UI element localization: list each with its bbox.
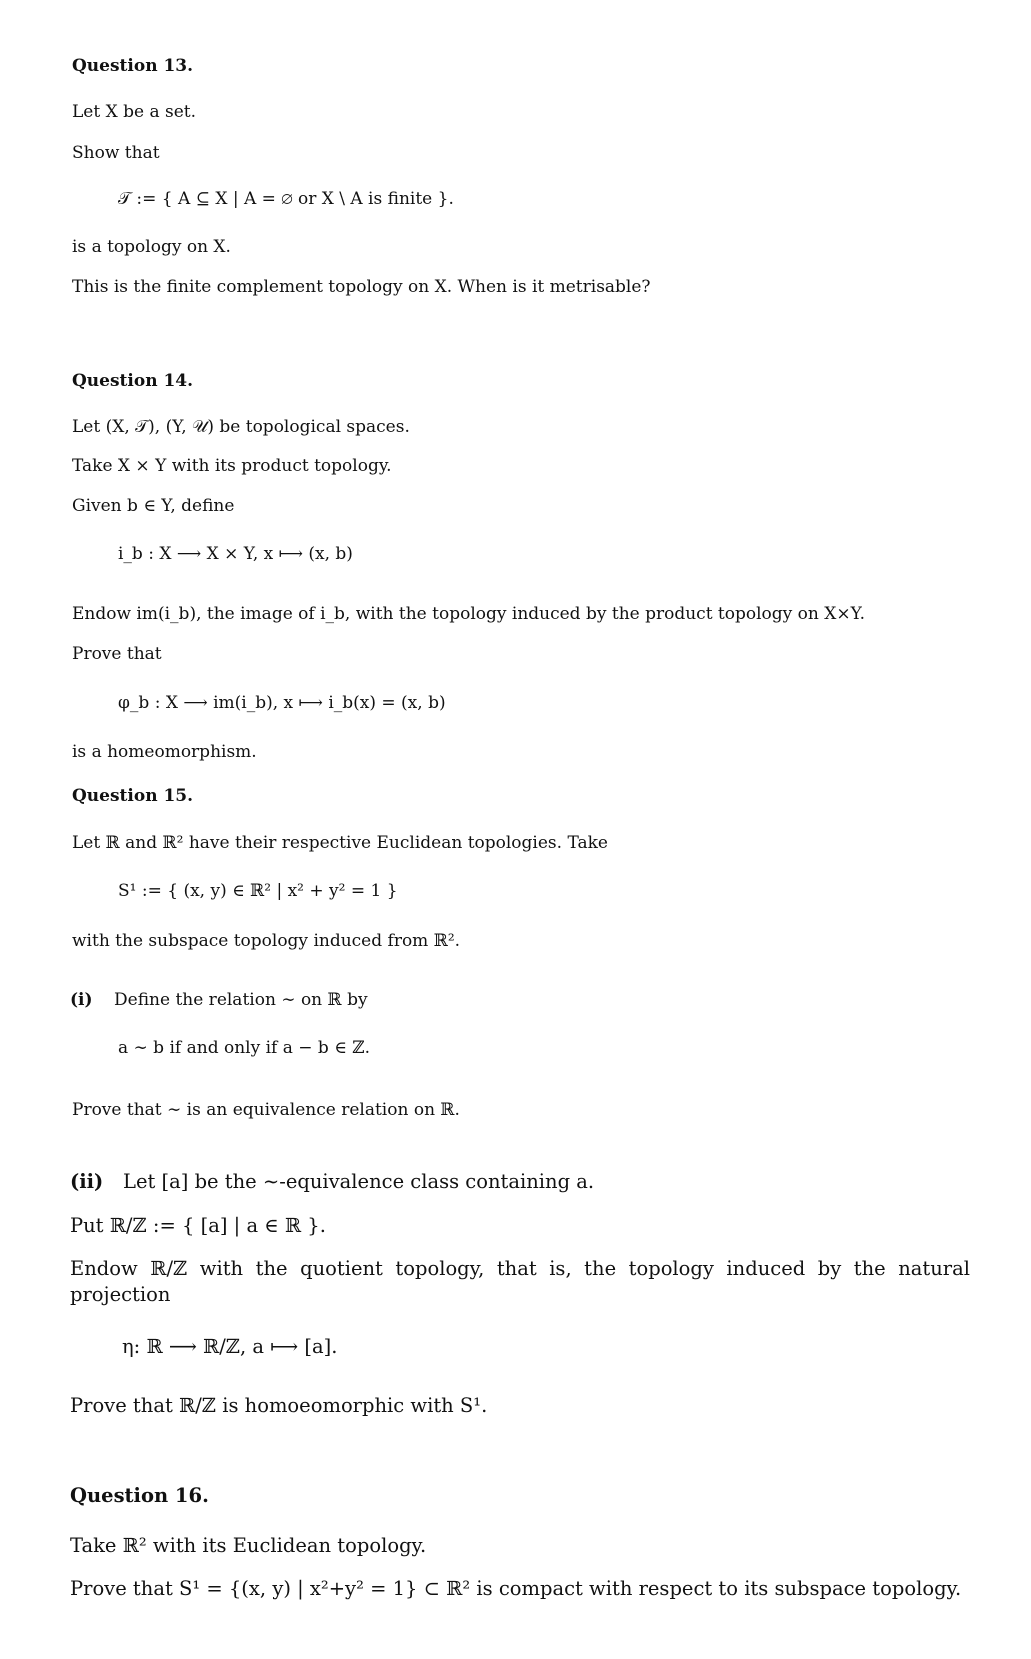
q15-part-ii-label: (ii) (70, 1170, 104, 1193)
q15-part-i-label: (i) (70, 990, 93, 1010)
q13-line-2: Show that (72, 143, 160, 163)
question-16-heading: Question 16. (70, 1484, 209, 1507)
q14-line-1: Let (X, 𝒯), (Y, 𝒰) be topological spaces. (72, 417, 410, 437)
q15-formula-2: a ∼ b if and only if a − b ∈ ℤ. (118, 1038, 371, 1058)
q15-line-2: with the subspace topology induced from ℝ². (72, 931, 461, 951)
q14-line-6: is a homeomorphism. (72, 742, 257, 762)
q14-formula-2: φ_b : X ⟶ im(i_b), x ⟼ i_b(x) = (x, b) (118, 693, 446, 713)
question-13-heading: Question 13. (72, 56, 194, 76)
q14-line-3: Given b ∈ Y, define (72, 496, 235, 516)
question-15-heading: Question 15. (72, 786, 194, 806)
q14-line-4: Endow im(i_b), the image of i_b, with the topology induced by the product topology on X×Y. (72, 604, 866, 624)
q13-line-1: Let X be a set. (72, 102, 196, 122)
q15-part-i-text: Define the relation ∼ on ℝ by (114, 990, 368, 1010)
q14-line-5: Prove that (72, 644, 162, 664)
q15-line-4: Put ℝ/ℤ := { [a] | a ∈ ℝ }. (70, 1214, 326, 1237)
q15-formula-3: η: ℝ ⟶ ℝ/ℤ, a ⟼ [a]. (122, 1335, 338, 1358)
q15-line-3: Prove that ∼ is an equivalence relation on ℝ. (72, 1100, 460, 1120)
q15-formula-1: S¹ := { (x, y) ∈ ℝ² | x² + y² = 1 } (118, 881, 398, 901)
question-14-heading: Question 14. (72, 371, 194, 391)
q16-line-1: Take ℝ² with its Euclidean topology. (70, 1534, 427, 1557)
q14-line-2: Take X × Y with its product topology. (72, 456, 392, 476)
q13-line-4: This is the finite complement topology on X. When is it metrisable? (72, 277, 651, 297)
q15-part-ii-text: Let [a] be the ∼-equivalence class containing a. (123, 1170, 595, 1193)
q13-formula: 𝒯 := { A ⊆ X | A = ∅ or X \ A is finite }. (118, 189, 454, 209)
q16-line-2: Prove that S¹ = {(x, y) | x²+y² = 1} ⊂ ℝ² is compact with respect to its subspace topology. (70, 1577, 962, 1600)
q15-line-6: Prove that ℝ/ℤ is homoeomorphic with S¹. (70, 1394, 488, 1417)
q14-formula-1: i_b : X ⟶ X × Y, x ⟼ (x, b) (118, 544, 353, 564)
q13-line-3: is a topology on X. (72, 237, 231, 257)
q15-line-5: Endow ℝ/ℤ with the quotient topology, that is, the topology induced by the natural projection (70, 1257, 970, 1306)
q15-line-1: Let ℝ and ℝ² have their respective Euclidean topologies. Take (72, 833, 608, 853)
